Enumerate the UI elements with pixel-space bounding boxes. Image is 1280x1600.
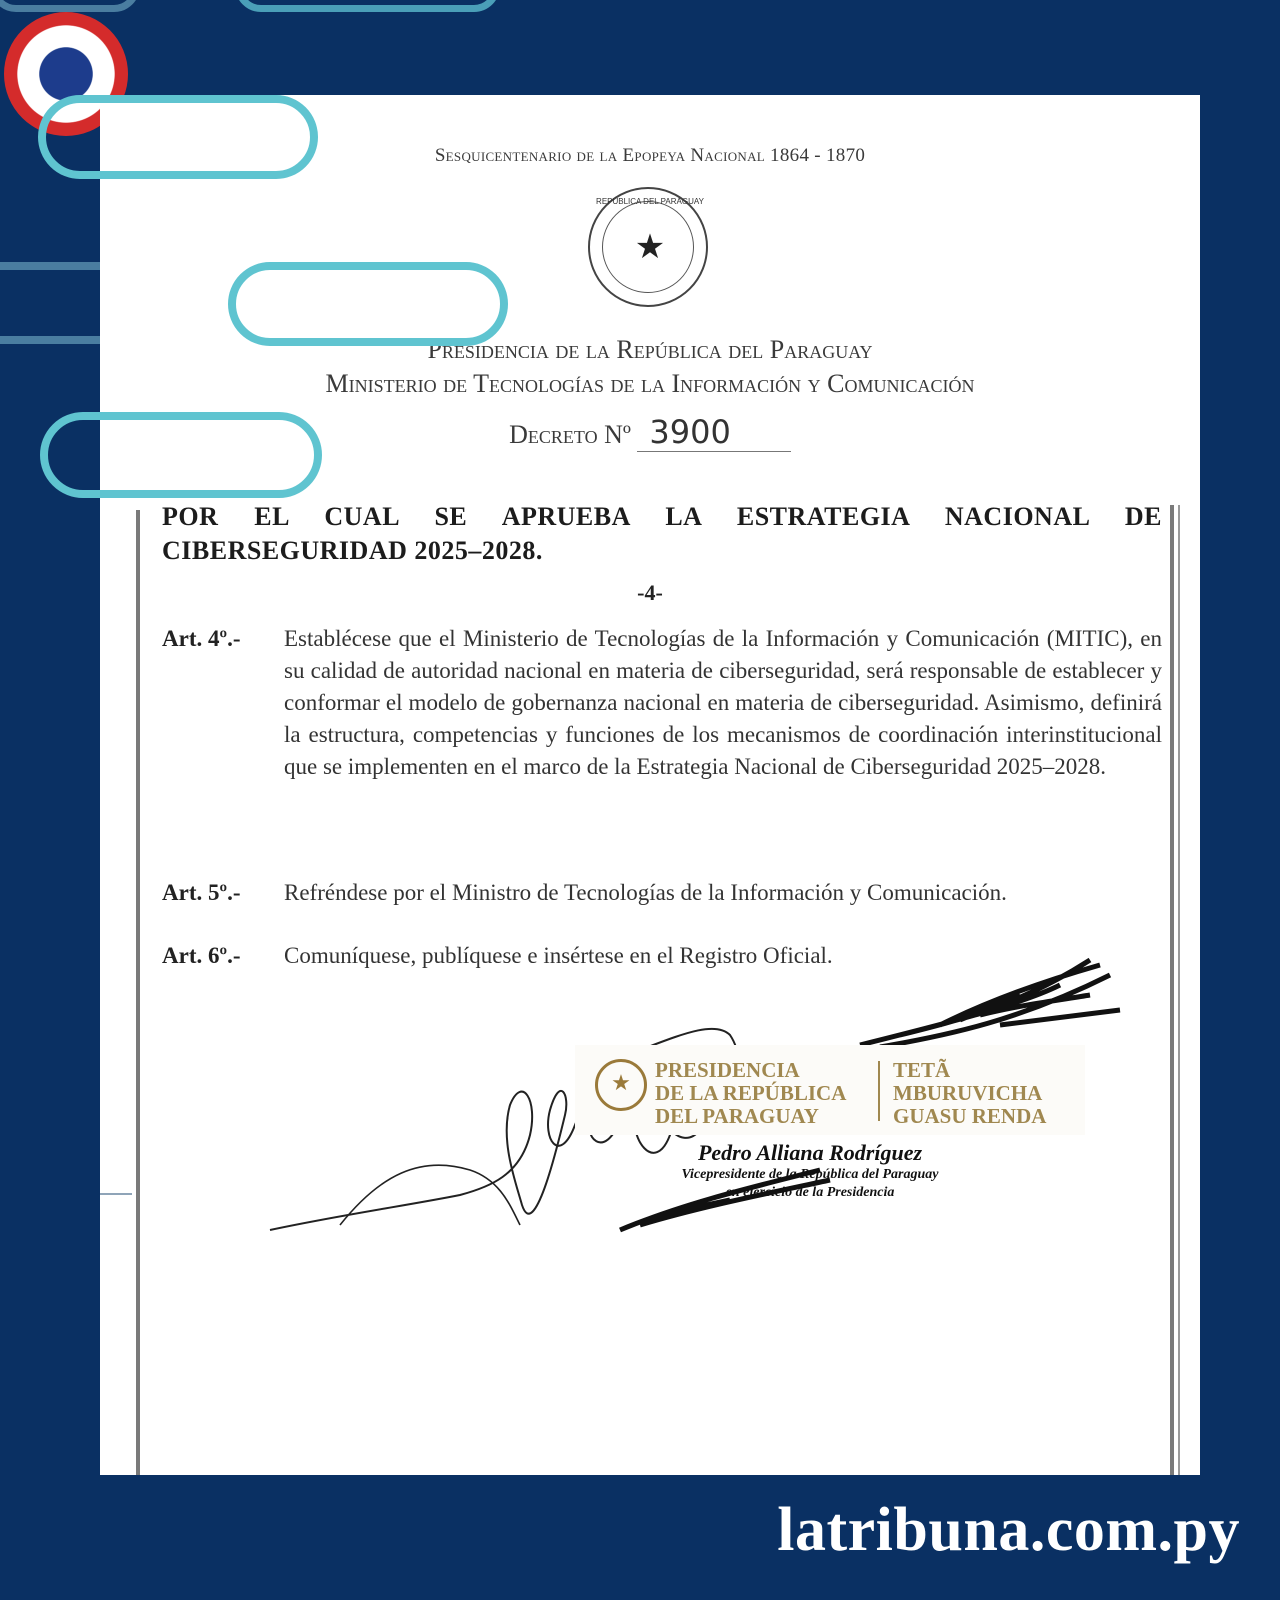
margin-rule-right-inner xyxy=(1178,505,1180,1475)
article-label: Art. 5º.- xyxy=(162,880,241,905)
stamp-right-text xyxy=(893,1059,1046,1128)
decor-rule xyxy=(100,1193,132,1195)
margin-rule-right xyxy=(1170,505,1174,1475)
decree-number: 3900 xyxy=(637,413,790,452)
stamp-line: GUASU RENDA xyxy=(893,1104,1047,1128)
presidency-emblem-icon xyxy=(595,1059,647,1111)
article-text: Refréndese por el Ministro de Tecnologías de la Información y Comunicación. xyxy=(284,880,1007,905)
signature-left-flourish xyxy=(340,1165,520,1225)
decor-pill xyxy=(0,0,140,12)
decor-pill xyxy=(40,412,322,498)
article-label: Art. 4º.- xyxy=(162,626,241,651)
signer-block xyxy=(610,1140,1010,1202)
signer-name: Pedro Alliana Rodríguez xyxy=(697,1140,923,1165)
decor-pill xyxy=(38,95,318,179)
margin-rule-left xyxy=(136,510,140,1475)
article-label: Art. 6º.- xyxy=(162,943,241,968)
page-number: -4- xyxy=(637,580,663,605)
signer-role: Vicepresidente de la República del Paraguay xyxy=(681,1167,939,1182)
decor-pill xyxy=(228,262,508,346)
signer-role-2: en ejercicio de la Presidencia xyxy=(725,1185,895,1200)
site-watermark: latribuna.com.py xyxy=(777,1496,1240,1564)
stamp-line: MBURUVICHA xyxy=(893,1081,1043,1105)
ministry-heading: Ministerio de Tecnologías de la Información y Comunicación xyxy=(325,369,975,398)
seal-star-icon: ★ xyxy=(634,229,666,266)
stamp-line: DEL PARAGUAY xyxy=(655,1104,819,1128)
seal-text: REPÚBLICA DEL PARAGUAY xyxy=(596,197,704,206)
article-4 xyxy=(162,623,1162,783)
decree-subject: POR EL CUAL SE APRUEBA LA ESTRATEGIA NACIONAL DE CIBERSEGURIDAD 2025–2028. xyxy=(162,502,1162,565)
article-text: Establécese que el Ministerio de Tecnologías de la Información y Comunicación (MITIC), en su calidad de autoridad nacional en materia de ciberseguridad, será responsable de establecer y conformar el modelo de gobernanza nacional en materia de ciberseguridad. Asimismo, definirá la estructura, competencias y funciones de los mecanismos de coordinación interinstitucional que se implementen en el marco de la Estrategia Nacional de Ciberseguridad 2025–2028. xyxy=(284,626,1162,779)
sesquicentennial-heading: Sesquicentenario de la Epopeya Nacional 1864 - 1870 xyxy=(434,145,866,166)
signature-right xyxy=(860,960,1120,1047)
presidency-stamp xyxy=(575,1045,1085,1135)
stamp-line: DE LA REPÚBLICA xyxy=(655,1081,847,1105)
stamp-left-text xyxy=(655,1059,846,1128)
article-5 xyxy=(162,877,1162,909)
stamp-line: PRESIDENCIA xyxy=(655,1058,800,1082)
decor-pill xyxy=(235,0,500,12)
national-seal-icon xyxy=(588,187,708,307)
presidency-heading: Presidencia de la República del Paraguay xyxy=(427,335,873,364)
stamp-divider xyxy=(878,1061,880,1121)
article-text: Comuníquese, publíquese e insértese en el Registro Oficial. xyxy=(284,943,833,968)
decree-label: Decreto Nº xyxy=(509,420,631,449)
stamp-line: TETÃ xyxy=(893,1058,951,1082)
